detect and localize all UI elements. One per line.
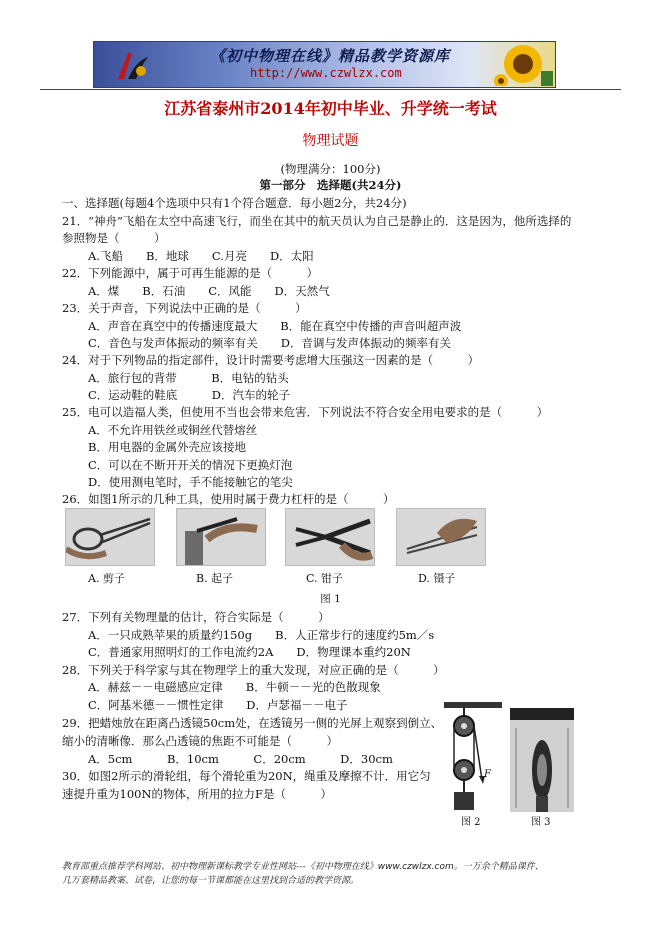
fig1-label: 图 1 [320,593,341,605]
figure-tweezers [396,508,486,566]
q21-stem-2: 参照物是（ ） [62,231,166,245]
q25-option-c: C．可以在不断开开关的情况下更换灯泡 [88,458,293,472]
fig1-caption-d: D. 镊子 [418,572,456,585]
q30-stem-2: 速提升重为100N的物体，所用的拉力F是（ ） [62,787,332,801]
q24-stem: 24．对于下列物品的指定部件，设计时需要考虑增大压强这一因素的是（ ） [62,353,480,367]
q23-options-1: A．声音在真空中的传播速度最大 B．能在真空中传播的声音叫超声波 [88,319,462,333]
page-footer [62,860,544,888]
footer-line-1: 教育部重点推荐学科网站、初中物理新课标教学专业性网站---《初中物理在线》www.czwlzx.com。一万余个精品课件、 [62,862,544,872]
q28-stem: 28．下列关于科学家与其在物理学上的重大发现，对应正确的是（ ） [62,663,445,677]
q28-options-1: A．赫兹－－电磁感应定律 B．牛顿－－光的色散现象 [88,680,381,694]
q29-options: A．5cm B．10cm C．20cm D．30cm [88,752,393,766]
fig1-caption-a: A. 剪子 [88,572,125,585]
banner-title: 《初中物理在线》精品教学资源库 [210,47,451,65]
q21-options: A.飞船 B．地球 C.月亮 D．太阳 [88,249,314,263]
q25-option-d: D．使用测电笔时，手不能接触它的笔尖 [88,475,293,489]
footer-line-2: 几万套精品教案、试卷，让您的每一节课都能在这里找到合适的教学资源。 [62,876,360,886]
exam-subtitle: 物理试题 [302,133,359,149]
q21-stem: 21．“神舟”飞船在太空中高速飞行，而坐在其中的航天员认为自己是静止的．这是因为，他所选择的 [62,214,572,228]
q27-options-2: C．普通家用照明灯的工作电流约2A D．物理课本重约20N [88,645,411,659]
part-heading: 第一部分 选择题(共24分) [259,178,402,192]
sunflower-icon [493,43,553,86]
q30-stem: 30．如图2所示的滑轮组，每个滑轮重为20N，绳重及摩擦不计．用它匀 [62,769,431,783]
site-logo-icon [114,47,150,83]
q28-options-2: C．阿基米德－－惯性定律 D．卢瑟福－－电子 [88,698,348,712]
fig3-label: 图 3 [531,817,551,828]
q27-options-1: A．一只成熟苹果的质量约150g B．人正常步行的速度约5m／s [88,628,435,642]
q26-stem: 26．如图1所示的几种工具，使用时属于费力杠杆的是（ ） [62,492,395,506]
force-f-label: F [484,769,491,780]
q25-option-b: B．用电器的金属外壳应该接地 [88,440,246,454]
q23-stem: 23．关于声音，下列说法中正确的是（ ） [62,301,307,315]
figure-pliers [285,508,375,566]
fig1-caption-c: C. 钳子 [306,572,344,585]
section-intro: 一、选择题(每题4个选项中只有1个符合题意．每小题2分，共24分) [62,196,407,210]
exam-title: 江苏省泰州市2014年初中毕业、升学统一考试 [164,99,497,118]
q22-options: A．煤 B．石油 C．风能 D．天然气 [88,284,330,298]
header-banner [93,41,556,88]
q23-options-2: C．音色与发声体振动的频率有关 D．音调与发声体振动的频率有关 [88,336,452,350]
q29-stem-2: 缩小的清晰像．那么凸透镜的焦距不可能是（ ） [62,734,338,748]
q25-option-a: A．不允许用铁丝或铜丝代替熔丝 [88,423,258,437]
figure-pulley-system [442,700,504,812]
q25-stem: 25．电可以造福人类，但使用不当也会带来危害．下列说法不符合安全用电要求的是（ ） [62,405,549,419]
q24-options-1: A．旅行包的背带 B．电钻的钻头 [88,371,289,385]
score-line: (物理满分：100分) [280,162,381,176]
banner-url[interactable]: http://www.czwlzx.com [250,66,402,80]
fig2-label: 图 2 [461,817,481,828]
fig1-caption-b: B. 起子 [196,572,234,585]
header-divider [40,89,621,90]
figure-candle-lens [510,708,574,812]
q22-stem: 22．下列能源中，属于可再生能源的是（ ） [62,266,319,280]
figure-bottle-opener [176,508,266,566]
q24-options-2: C．运动鞋的鞋底 D．汽车的轮子 [88,388,291,402]
q29-stem: 29．把蜡烛放在距离凸透镜50cm处，在透镜另一侧的光屏上观察到倒立、 [62,716,443,730]
figure-scissors [65,508,155,566]
q27-stem: 27．下列有关物理量的估计，符合实际是（ ） [62,610,330,624]
